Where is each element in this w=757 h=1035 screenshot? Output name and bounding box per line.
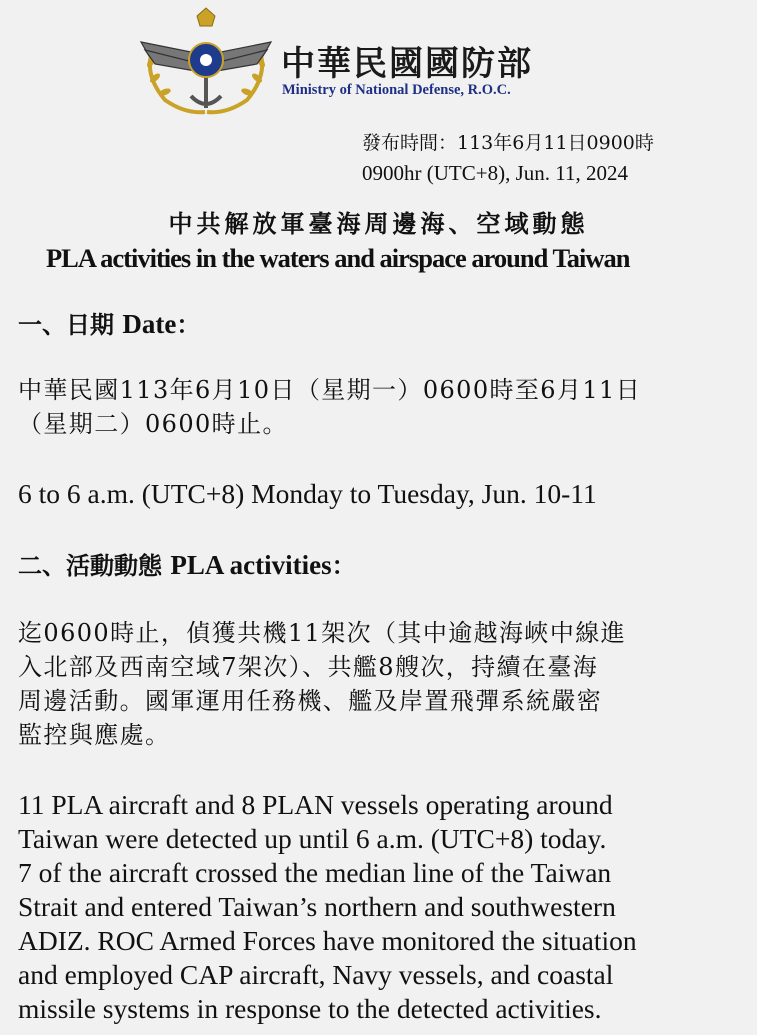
header [135, 4, 595, 116]
section-date-heading-zh: 一、日期 [18, 310, 114, 339]
paragraph-line: 11 PLA aircraft and 8 PLAN vessels operating around [18, 789, 613, 820]
paragraph-line: （星期二）0600時止。 [18, 410, 288, 438]
section-activities-heading-colon: ： [331, 551, 356, 580]
section-date-heading-colon: ： [176, 310, 201, 339]
section-date-heading [18, 305, 200, 340]
section-date-body-en [18, 477, 753, 511]
paragraph-line: 中華民國113年6月10日（星期一）0600時至6月11日 [18, 376, 642, 404]
section-activities-heading-zh: 二、活動動態 [18, 551, 162, 580]
mnd-emblem-icon [135, 4, 277, 116]
section-date-body-zh [18, 373, 753, 441]
section-activities-heading-en: PLA activities [170, 550, 332, 580]
paragraph-line: 7 of the aircraft crossed the median line of the Taiwan [18, 857, 612, 888]
paragraph-line: Strait and entered Taiwan’s northern and southwestern [18, 891, 616, 922]
release-time-en: 0900hr (UTC+8), Jun. 11, 2024 [362, 161, 628, 185]
paragraph-line: missile systems in response to the detected activities. [18, 993, 602, 1024]
paragraph-line: Taiwan were detected up until 6 a.m. (UTC+8) today. [18, 823, 607, 854]
paragraph-line: 迄0600時止，偵獲共機11架次（其中逾越海峽中線進 [18, 619, 627, 647]
section-activities-body-en [18, 788, 753, 1026]
section-activities-body-zh [18, 616, 753, 752]
section-activities-heading [18, 546, 356, 581]
paragraph-line: and employed CAP aircraft, Navy vessels, and coastal [18, 959, 614, 990]
paragraph-line: 入北部及西南空域7架次）、共艦8艘次，持續在臺海 [18, 653, 599, 681]
paragraph-line: ADIZ. ROC Armed Forces have monitored the situation [18, 925, 637, 956]
document-title-en: PLA activities in the waters and airspace around Taiwan [46, 243, 630, 273]
paragraph-line: 監控與應處。 [18, 721, 171, 749]
paragraph-line: 周邊活動。國軍運用任務機、艦及岸置飛彈系統嚴密 [18, 687, 603, 715]
section-date-heading-en: Date [122, 309, 177, 339]
release-time-zh: 發布時間：113年6月11日0900時 [362, 132, 654, 154]
org-name-zh: 中華民國國防部 [281, 44, 533, 84]
org-name-en: Ministry of National Defense, R.O.C. [282, 82, 511, 98]
paragraph-line: 6 to 6 a.m. (UTC+8) Monday to Tuesday, Jun. 10-11 [18, 478, 597, 509]
document-title-zh: 中共解放軍臺海周邊海、空域動態 [168, 209, 589, 238]
release-time [362, 128, 654, 188]
